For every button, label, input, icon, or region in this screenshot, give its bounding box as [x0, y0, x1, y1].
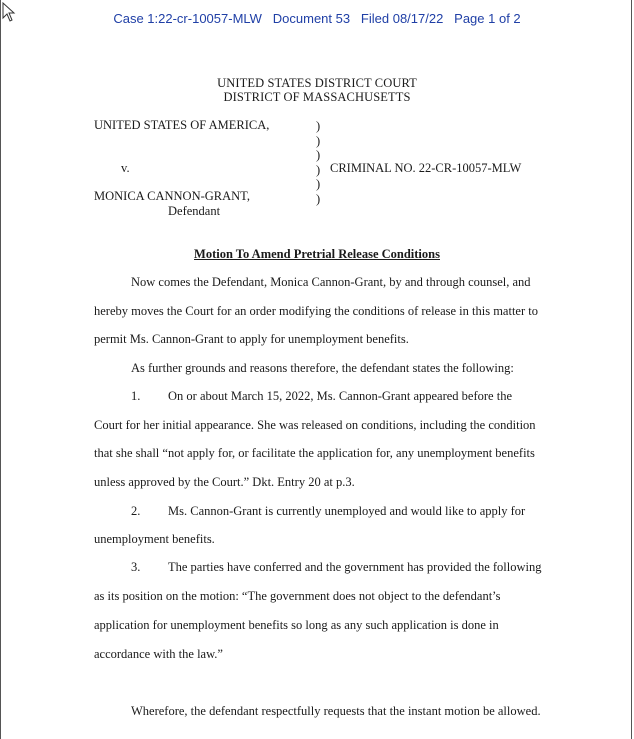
caption-paren: )	[316, 148, 321, 162]
caption-plaintiff: UNITED STATES OF AMERICA,	[94, 118, 270, 132]
caption-paren: )	[316, 133, 321, 148]
body-line: On or about March 15, 2022, Ms. Cannon-Grant appeared before the	[168, 389, 512, 403]
body-line: application for unemployment benefits so long as any such application is done in	[94, 618, 499, 632]
body-line: that she shall “not apply for, or facilitate the application for, any unemployment benefits	[94, 446, 535, 460]
body-line: unless approved by the Court.” Dkt. Entry 20 at p.3.	[94, 475, 355, 489]
body-line: hereby moves the Court for an order modifying the conditions of release in this matter to	[94, 304, 538, 318]
criminal-number: CRIMINAL NO. 22-CR-10057-MLW	[330, 161, 522, 175]
paragraph-number: 2.	[131, 504, 141, 518]
body-line: Now comes the Defendant, Monica Cannon-Grant, by and through counsel, and	[131, 275, 531, 289]
body-line: accordance with the law.”	[94, 647, 223, 661]
body-line: As further grounds and reasons therefore, the defendant states the following:	[131, 361, 514, 375]
caption-paren: )	[316, 119, 321, 133]
body-line: Wherefore, the defendant respectfully requests that the instant motion be allowed.	[131, 704, 541, 718]
caption-paren: )	[316, 177, 321, 191]
court-header	[0, 76, 634, 104]
body-line: unemployment benefits.	[94, 532, 215, 546]
body-line: as its position on the motion: “The government does not object to the defendant’s	[94, 589, 501, 603]
filing-stamp: Case 1:22-cr-10057-MLW Document 53 Filed 08/17/22 Page 1 of 2	[113, 11, 521, 26]
court-district: DISTRICT OF MASSACHUSETTS	[223, 90, 411, 104]
paragraph-number: 3.	[131, 560, 141, 574]
body-line: The parties have conferred and the government has provided the following	[168, 560, 542, 574]
caption-defendant-role: Defendant	[168, 204, 221, 218]
paragraph-number: 1.	[131, 389, 141, 403]
court-name: UNITED STATES DISTRICT COURT	[217, 76, 417, 90]
motion-title: Motion To Amend Pretrial Release Conditions	[194, 247, 440, 261]
body-line: Ms. Cannon-Grant is currently unemployed and would like to apply for	[168, 504, 526, 518]
caption-defendant-name: MONICA CANNON-GRANT,	[94, 189, 251, 203]
caption-paren-column	[316, 119, 320, 206]
caption-paren: )	[316, 162, 321, 177]
caption-versus: v.	[121, 161, 130, 175]
caption-paren: )	[316, 191, 321, 206]
body-line: permit Ms. Cannon-Grant to apply for unemployment benefits.	[94, 332, 409, 346]
body-line: Court for her initial appearance. She was released on conditions, including the condition	[94, 418, 536, 432]
